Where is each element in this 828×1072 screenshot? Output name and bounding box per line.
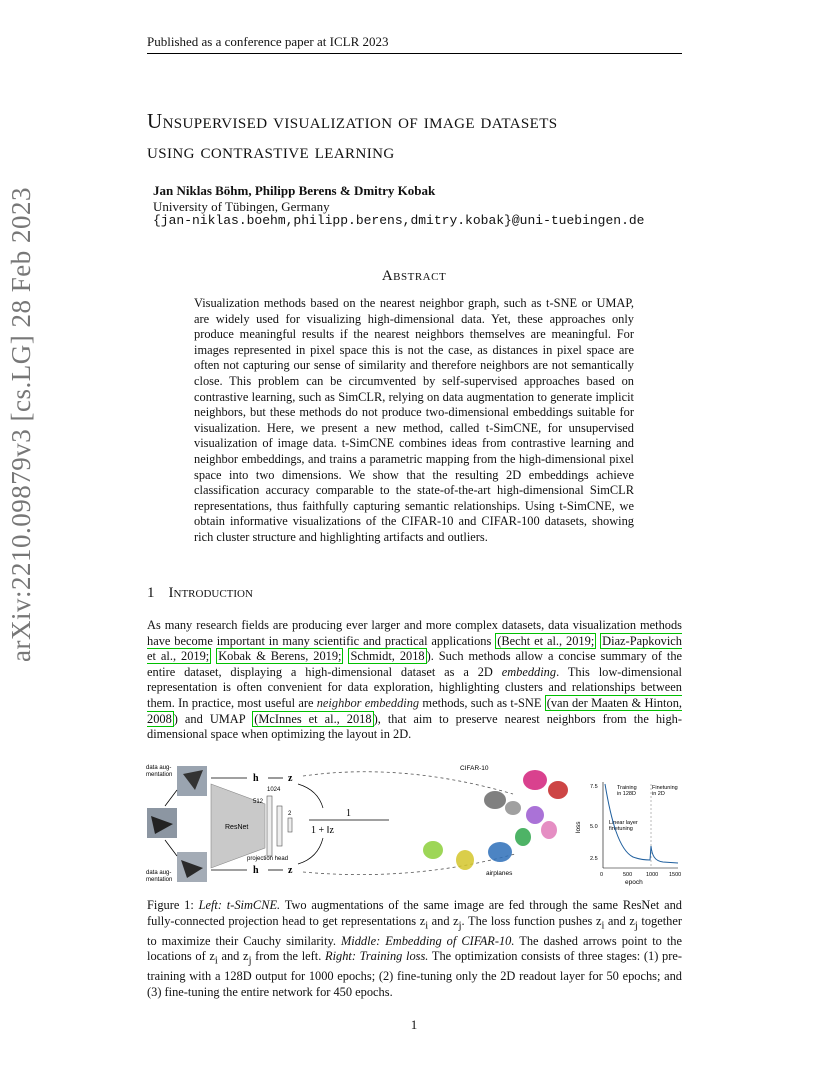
intro-text: methods, such as t-SNE [419,695,545,710]
intro-text: . This low-dimensional representation is often convenient for data exploration, highlighting clusters and relationships between them. In practice, most useful are [147,664,682,710]
x-tick-label: 1000 [646,872,659,878]
citation-link[interactable]: (van der Maaten & Hinton, 2008 [147,695,682,726]
cluster [523,770,547,790]
abstract-body: Visualization methods based on the nearest neighbor graph, such as t-SNE or UMAP, are widely used for visualizing high-dimensional data. Yet, these approaches only produce meaningful results if the nearest neighbors themselves are meaningful. For images represented in pixel space this is not the case, as distances in pixel space are often not capturing our sense of similarity and therefore neighbors are not semantically close. This problem can be circumvented by self-supervised approaches based on contrastive learning, such as SimCLR, relying on data augmentation to generate implicit neighbors, but these methods do not produce two-dimensional embeddings suitable for visualization. Here, we present a new method, called t-SimCNE, for unsupervised visualization of image data. t-SimCNE combines ideas from contrastive learning and neighbor embeddings, and trains a parametric mapping from the high-dimensional pixel space into two dimensions. We show that the resulting 2D embeddings achieve classification accuracy comparable to the state-of-the-art high-dimensional SimCLR representations, thus faithfully capturing semantic relationships. Using t-SimCNE, we obtain informative visualizations of the CIFAR-10 and CIFAR-100 datasets, showing rich cluster structure and highlighting artifacts and outliers. [194,296,634,544]
abstract-heading: Abstract [381,268,447,284]
page-number: 1 [410,1017,418,1032]
caption-text: The optimization consists of three stages: (1) pre-training with a 128D output for 1000 epochs; (2) fine-tuning only the 2D readout layer for 50 epochs; and (3) fine-tuning the entire network for 450 epochs. [147,949,682,999]
caption-text: Two augmentations of the same image are fed through the same ResNet and fully-connected projection head to get representations z [147,898,682,928]
section-title: Introduction [168,585,253,601]
caption-label: Figure 1: [147,898,199,912]
intro-text: ) and UMAP [173,711,253,726]
airplanes-label: airplanes [486,870,513,877]
cluster [484,791,506,809]
paper-title [147,106,707,166]
cifar-label: CIFAR-10 [460,765,489,772]
citation-link[interactable]: (Becht et al., 2019; [497,633,595,648]
intro-text: As many research fields are producing ever larger and more complex datasets, data visualization methods have become important in many scientific and practical applications [147,618,682,648]
caption-left: Left: t-SimCNE. [198,898,281,912]
z-j-label: z [288,865,293,876]
caption-text: and z [428,913,459,928]
intro-text: ). Such methods allow a concise summary of the entire dataset, displaying a high-dimensional dataset as a 2D [147,649,683,679]
cluster [488,842,512,862]
stage3-label-1: Linear layer [609,820,638,826]
caption-text: from the left. [251,949,325,964]
h-i-label: h [253,773,259,784]
caption-text: together to maximize their Cauchy similarity. [147,913,682,948]
y-tick-label: 5.0 [590,824,598,830]
caption-right: Right: Training loss. [325,949,429,964]
header-rule [147,53,682,54]
citation-link[interactable]: Kobak & Berens, 2019; [218,649,342,664]
intro-paragraph [147,618,682,743]
intro-text: ), that aim to preserve nearest neighbors from the high-dimensional space when optimizing the layout in 2D. [147,711,683,742]
dim-2: 2 [288,811,292,817]
caption-text: and z [604,913,635,928]
citation-link[interactable]: Schmidt, 2018 [350,649,425,664]
x-tick-label: 500 [623,872,633,878]
citation-link[interactable]: Diaz-Papkovich et al., 2019; [147,633,682,664]
proj-head-label: projection head [247,856,289,862]
z-i-label: z [288,773,293,784]
running-header: Published as a conference paper at ICLR 2023 [147,34,389,49]
caption-text: . The loss function pushes z [461,913,602,928]
arxiv-stamp: arXiv:2210.09879v3 [cs.LG] 28 Feb 2023 [6,187,36,662]
aug-label-bottom-2: mentation [146,877,173,883]
x-tick-label: 1500 [669,872,682,878]
h-j-label: h [253,865,259,876]
intro-emphasis: embedding [501,664,557,679]
layer-512 [277,806,282,846]
dim-1024: 1024 [267,787,281,793]
loss-numerator: 1 [346,808,351,819]
stage1-label-1: Training [617,785,637,791]
epoch-axis-label: epoch [625,879,643,886]
dim-512: 512 [253,799,264,805]
loss-axis-label: loss [575,821,582,833]
loss-denominator: 1 + ‖z [311,825,334,836]
figure-caption: Figure 1: Left: t-SimCNE. Two augmentations of the same image are fed through the same ResNet and fully-connected projection head to get representations $z_i$ and $z_j$. The loss function pushes $z_i$ and $z_j$ together to maximize their Cauchy similarity. Middle: Embedding of CIFAR-10. The dashed arrows point to the locations of $z_i$ and $z_j$ from the left. Right: Training loss. The optimization consists of three stages: (1) pre-training with a 128D output for 1000 epochs; (2) fine-tuning only the 2D readout layer for 50 epochs; and (3) fine-tuning the entire network for 450 epochs. [147,898,683,999]
authors: Jan Niklas Böhm, Philipp Berens & Dmitry Kobak [153,183,436,198]
x-tick-label: 0 [600,872,604,878]
layer-2 [288,818,292,832]
affiliation: University of Tübingen, Germany [153,199,330,214]
dashed-arrow-bottom [303,854,515,875]
caption-text: The dashed arrows point to the locations of z [147,933,683,964]
caption-middle: Middle: Embedding of CIFAR-10. [340,933,515,948]
section-heading [147,585,253,602]
layer-1024 [267,796,272,856]
y-tick-label: 7.5 [590,784,598,790]
cluster [423,841,443,859]
y-tick-label: 2.5 [590,856,598,862]
aug-label-top-1: data aug- [146,765,172,771]
aug-label-bottom-1: data aug- [146,870,172,876]
cluster [541,821,557,839]
figure-1 [143,760,688,890]
stage1-label-2: in 128D [617,791,636,797]
stage2-label-2: in 2D [652,791,665,797]
title-line-1: Unsupervised visualization of image datasets [147,109,558,133]
cluster [548,781,568,799]
cluster [456,850,474,870]
aug-label-top-2: mentation [146,772,173,778]
cluster [526,806,544,824]
loss-chart [575,782,681,886]
stage2-label-1: Finetuning [652,785,678,791]
stage3-label-2: finetuning [609,826,633,832]
email: {jan-niklas.boehm,philipp.berens,dmitry.kobak}@uni-tuebingen.de [153,213,645,228]
cluster [515,828,531,846]
cluster [505,801,521,815]
caption-text: and z [217,949,249,964]
section-number: 1 [147,585,155,601]
citation-link[interactable]: (McInnes et al., 2018 [254,711,372,726]
intro-emphasis: neighbor embedding [316,695,420,710]
resnet-label: ResNet [225,824,249,831]
dashed-arrow-top [303,772,513,794]
title-line-2: using contrastive learning [147,139,395,163]
